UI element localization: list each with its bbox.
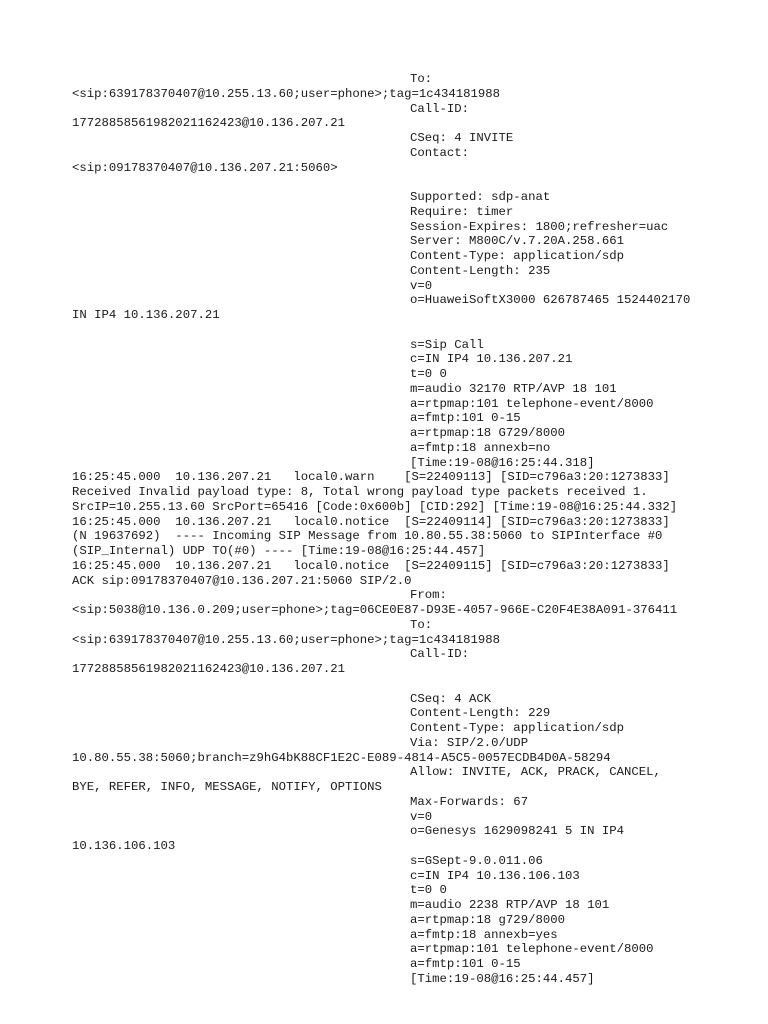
log-line: Require: timer [410,204,514,219]
log-line: Allow: INVITE, ACK, PRACK, CANCEL, [410,765,661,780]
log-line: Content-Length: 229 [410,706,551,721]
log-line: ACK sip:09178370407@10.136.207.21:5060 SIP/2.0 [72,573,412,588]
log-line [72,175,712,190]
log-line: Content-Type: application/sdp [410,249,625,263]
log-line: IN IP4 10.136.207.21 [72,308,220,322]
log-line [72,323,712,338]
log-line: CSeq: 4 ACK [410,691,492,706]
log-line: a=rtpmap:101 telephone-event/8000 [410,396,654,411]
log-line: m=audio 32170 RTP/AVP 18 101 [410,381,617,396]
log-line: CSeq: 4 INVITE [410,131,514,145]
log-line: Server: M800C/v.7.20A.258.661 [410,234,625,249]
log-line: t=0 0 [410,367,447,381]
log-line: (N 19637692) ---- Incoming SIP Message from 10.80.55.38:5060 to SIPInterface #0 [72,529,663,544]
log-line: <sip:09178370407@10.136.207.21:5060> [72,160,338,175]
log-line: BYE, REFER, INFO, MESSAGE, NOTIFY, OPTIONS [72,780,382,794]
log-line: [Time:19-08@16:25:44.457] [410,971,595,986]
log-line: m=audio 2238 RTP/AVP 18 101 [410,898,610,912]
log-line: (SIP_Internal) UDP TO(#0) ---- [Time:19-08@16:25:44.457] [72,544,486,558]
log-line: 10.136.106.103 [72,839,176,853]
log-line: Max-Forwards: 67 [410,794,529,809]
log-line: a=rtpmap:101 telephone-event/8000 [410,942,654,957]
log-line: c=IN IP4 10.136.106.103 [410,868,580,883]
log-line: Received Invalid payload type: 8, Total wrong payload type packets received 1. [72,485,648,499]
log-line: 16:25:45.000 10.136.207.21 local0.warn [S=22409113] [SID=c796a3:20:1273833] [72,470,670,485]
log-line: To: [410,617,433,632]
log-line: SrcIP=10.255.13.60 SrcPort=65416 [Code:0x600b] [CID:292] [Time:19-08@16:25:44.332] [72,499,678,514]
log-line: <sip:639178370407@10.255.13.60;user=phone>;tag=1c434181988 [72,632,501,647]
log-line: 17728858561982021162423@10.136.207.21 [72,662,346,676]
log-line: [Time:19-08@16:25:44.318] [410,455,595,470]
log-line: 17728858561982021162423@10.136.207.21 [72,116,346,131]
log-line: Session-Expires: 1800;refresher=uac [410,219,669,234]
log-line: a=fmtp:18 annexb=yes [410,927,558,942]
log-line: a=rtpmap:18 g729/8000 [410,912,565,927]
log-line: Call-ID: [410,101,470,116]
log-line: To: [410,72,433,86]
log-line: a=fmtp:101 0-15 [410,957,521,971]
log-line: a=rtpmap:18 G729/8000 [410,426,565,440]
log-line: a=fmtp:18 annexb=no [410,440,551,455]
log-line: v=0 [410,809,433,824]
log-line: Call-ID: [410,647,470,662]
log-line: Content-Type: application/sdp [410,721,625,735]
log-line: v=0 [410,278,433,293]
log-line: 10.80.55.38:5060;branch=z9hG4bK88CF1E2C-E089-4814-A5C5-0057ECDB4D0A-58294 [72,750,611,765]
log-line: s=Sip Call [410,337,484,352]
log-line: 16:25:45.000 10.136.207.21 local0.notice [S=22409115] [SID=c796a3:20:1273833] [72,558,670,573]
log-line: o=HuaweiSoftX3000 626787465 1524402170 [410,293,691,308]
log-line: <sip:5038@10.136.0.209;user=phone>;tag=06CE0E87-D93E-4057-966E-C20F4E38A091-376411 [72,603,678,617]
log-line: Content-Length: 235 [410,263,551,278]
log-line: o=Genesys 1629098241 5 IN IP4 [410,824,625,839]
log-line: t=0 0 [410,883,447,898]
log-line: Contact: [410,145,470,160]
log-line: <sip:639178370407@10.255.13.60;user=phone>;tag=1c434181988 [72,86,501,101]
sip-log-text [72,72,712,987]
log-line: a=fmtp:101 0-15 [410,411,521,426]
log-line: Via: SIP/2.0/UDP [410,735,529,750]
log-line [72,677,712,692]
log-line: Supported: sdp-anat [410,190,551,204]
log-line: s=GSept-9.0.011.06 [410,853,543,868]
log-line: 16:25:45.000 10.136.207.21 local0.notice [S=22409114] [SID=c796a3:20:1273833] [72,514,670,529]
log-line: c=IN IP4 10.136.207.21 [410,352,573,367]
log-line: From: [410,588,447,603]
